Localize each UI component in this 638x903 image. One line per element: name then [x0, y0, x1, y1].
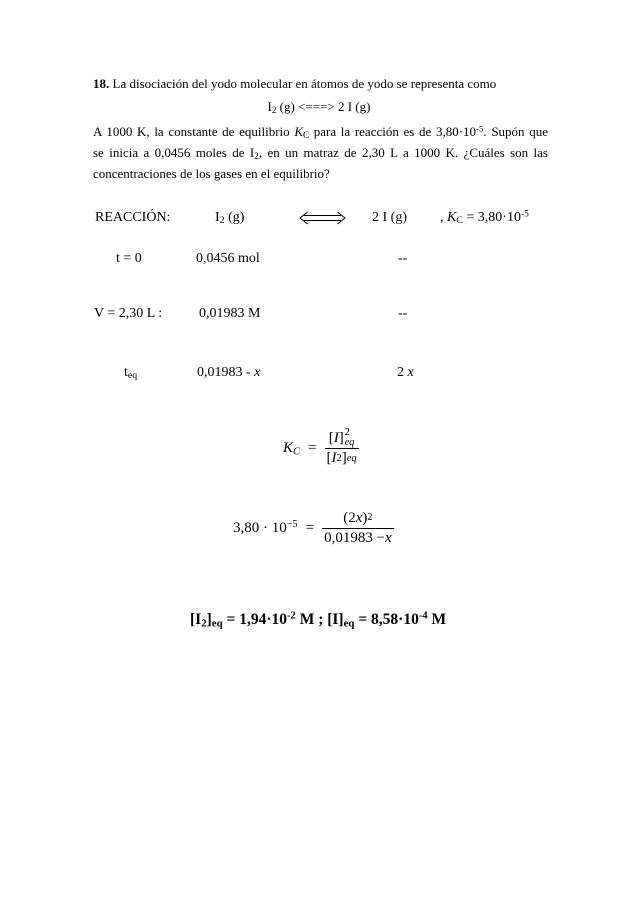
kc-equals-sign: =	[308, 439, 317, 456]
result-d-sub: eq	[343, 617, 355, 630]
kc-numerator	[327, 428, 357, 448]
statement-line-3: concentraciones de los gases en el equilibrio?	[93, 166, 330, 181]
reaction-row-reactant	[215, 209, 244, 227]
substitution-equals-sign: =	[305, 519, 315, 536]
problem-intro	[93, 76, 496, 92]
sub-num-coef: 2	[348, 509, 356, 526]
problem-number: 18.	[93, 76, 110, 91]
equilibrium-row-reactant	[197, 364, 260, 382]
kc-num-var: I	[333, 429, 339, 446]
result-c: = 1,94·10	[222, 611, 288, 628]
kc-den-var: I	[331, 450, 337, 467]
constant-value: = 3,80·10	[462, 210, 521, 225]
reactant-subscript: 2	[219, 215, 225, 227]
kc-num-sup: 2	[344, 426, 350, 438]
kc-num-sub: eq	[344, 437, 355, 448]
substitution-numerator: ( 2 x ) 2	[343, 509, 373, 526]
reaction-equation	[0, 99, 638, 115]
reactant-species: I	[215, 210, 220, 225]
statement-line-1-b: para la reacción es de 3,80·10	[309, 124, 477, 139]
kc-expression	[283, 426, 359, 470]
substitution-fraction	[322, 509, 394, 548]
equilibrium-row-product	[397, 364, 414, 382]
sub-den-var: x	[385, 529, 392, 546]
volume-row-reactant: 0,01983 M	[199, 306, 261, 321]
statement-line-2-b: , en un matraz de 2,30 L a 1000 K. ¿Cuáles son las	[258, 145, 548, 160]
reaction-row-product: 2 I (g)	[372, 210, 407, 225]
reaction-rest: (g) <===> 2 I (g)	[276, 99, 371, 114]
statement-line-2	[93, 145, 548, 161]
substitution-equation	[233, 506, 394, 550]
substitution-lhs-value: 3,80 · 10	[233, 519, 287, 536]
result-a-sub: 2	[201, 617, 207, 630]
initial-row-reactant: 0,0456 mol	[196, 251, 260, 266]
kc-den-close: ]	[341, 450, 347, 467]
statement-line-2-a: se inicia a 0,0456 moles de I	[93, 145, 255, 160]
kc-den-open: [	[326, 450, 332, 467]
final-result	[190, 611, 446, 629]
constant-k: K	[447, 210, 457, 225]
substitution-lhs-exponent: −5	[286, 518, 298, 530]
constant-exponent: -5	[520, 209, 529, 220]
substitution-lhs	[233, 520, 298, 537]
equilibrium-row-label-subscript: eq	[127, 370, 138, 382]
equilibrium-constant	[440, 209, 529, 227]
equilibrium-double-arrow-icon	[299, 211, 346, 225]
statement-line-1-c: . Supón que	[483, 124, 548, 139]
sub-num-var: x	[355, 509, 363, 526]
kc-symbol: K	[294, 124, 303, 139]
kc-fraction	[325, 428, 359, 468]
reactant-state: (g)	[224, 210, 245, 225]
statement-exponent: -5	[476, 123, 484, 134]
kc-lhs	[283, 440, 300, 457]
equilibrium-product-coef: 2	[397, 365, 408, 380]
reaction-row-label: REACCIÓN:	[95, 210, 171, 225]
statement-line-1	[93, 124, 548, 140]
equilibrium-reactant-value: 0,01983 -	[197, 365, 255, 380]
sub-den-value: 0,01983 −	[324, 529, 386, 546]
kc-num-scripts	[345, 428, 355, 448]
equilibrium-row-label-t: t	[124, 365, 128, 380]
result-b-sub: eq	[211, 617, 223, 630]
substitution-denominator	[322, 529, 394, 548]
kc-lhs-subscript: C	[293, 445, 301, 457]
result-f: M	[427, 611, 447, 628]
statement-subscript: 2	[254, 151, 259, 161]
reaction-species-subscript: 2	[271, 105, 277, 115]
constant-prefix: ,	[440, 210, 447, 225]
result-a: [I	[190, 611, 202, 628]
kc-lhs-k: K	[283, 439, 294, 456]
kc-denominator: [ I 2 ] eq	[326, 450, 357, 467]
statement-line-1-a: A 1000 K, la constante de equilibrio	[93, 124, 295, 139]
volume-row-label: V = 2,30 L :	[94, 306, 163, 321]
volume-row-product: --	[398, 306, 408, 321]
initial-row-label: t = 0	[116, 251, 142, 266]
result-e-exp: -4	[418, 610, 428, 622]
kc-num-close: ]	[338, 429, 344, 446]
constant-k-subscript: C	[456, 215, 463, 227]
reaction-species: I	[267, 99, 272, 114]
intro-text: La disociación del yodo molecular en átomos de yodo se representa como	[109, 76, 497, 91]
equilibrium-product-var: x	[407, 365, 414, 380]
kc-subscript: C	[302, 130, 310, 140]
result-b: ]	[206, 611, 212, 628]
kc-num-open: [	[328, 429, 334, 446]
result-d: M ; [I]	[295, 611, 344, 628]
sub-num-open: (	[343, 509, 349, 526]
equilibrium-row-label	[124, 364, 137, 382]
result-e: = 8,58·10	[354, 611, 419, 628]
initial-row-product: --	[398, 251, 408, 266]
result-c-exp: -2	[287, 610, 296, 622]
sub-num-close: )	[362, 509, 368, 526]
equilibrium-reactant-var: x	[254, 365, 261, 380]
